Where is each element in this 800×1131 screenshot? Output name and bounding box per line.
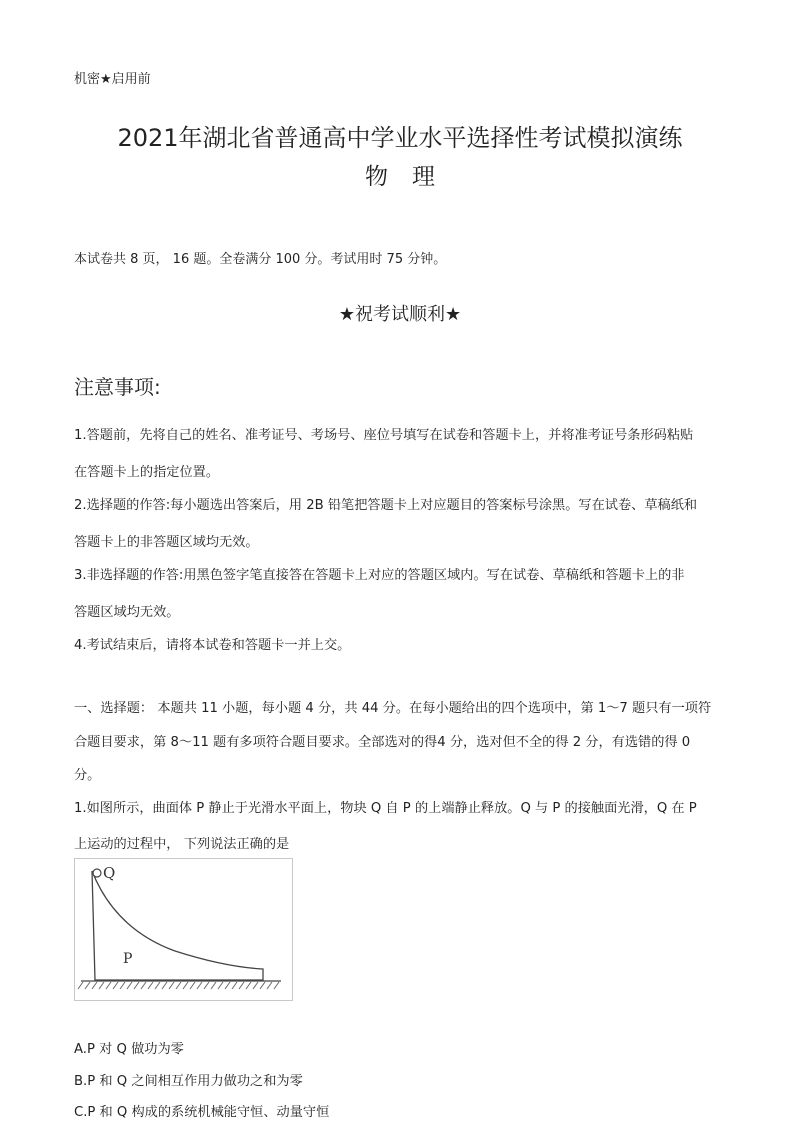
subject-title: 物理 — [365, 164, 459, 190]
exam-info: 本试卷共 8 页， 16 题。全卷满分 100 分。考试用时 75 分钟。 — [74, 252, 447, 267]
notice-line: 在答题卡上的指定位置。 — [74, 465, 220, 480]
curved-body-p — [92, 871, 263, 980]
figure-label-p: P — [123, 951, 133, 967]
section-instructions-line: 一、选择题： 本题共 11 小题，每小题 4 分，共 44 分。在每小题给出的四个选项中，第 1～7 题只有一项符 — [74, 701, 712, 716]
notice-heading: 注意事项: — [74, 375, 161, 399]
ground-hatching — [78, 982, 279, 989]
confidential-label: 机密★启用前 — [74, 72, 151, 87]
question-stem-line: 1.如图所示，曲面体 P 静止于光滑水平面上，物块 Q 自 P 的上端静止释放。Q 与 P 的接触面光滑，Q 在 P — [74, 801, 697, 816]
notice-line: 1.答题前，先将自己的姓名、准考证号、考场号、座位号填写在试卷和答题卡上，并将准考证号条形码粘贴 — [74, 428, 694, 443]
figure-label-q: Q — [103, 864, 116, 882]
section-instructions-line: 合题目要求，第 8～11 题有多项符合题目要求。全部选对的得4 分，选对但不全的得 2 分，有选错的得 0 — [74, 735, 691, 750]
question-stem-line: 上运动的过程中， 下列说法正确的是 — [74, 837, 290, 852]
notice-line: 答题区域均无效。 — [74, 605, 180, 620]
section-instructions-line: 分。 — [74, 768, 101, 783]
answer-option: B.P 和 Q 之间相互作用力做功之和为零 — [74, 1074, 303, 1089]
notice-line: 4.考试结束后，请将本试卷和答题卡一并上交。 — [74, 638, 351, 653]
good-luck-banner: ★祝考试顺利★ — [338, 304, 462, 325]
question-figure — [74, 858, 293, 1001]
notice-line: 2.选择题的作答:每小题选出答案后，用 2B 铅笔把答题卡上对应题目的答案标号涂黑。写在试卷、草稿纸和 — [74, 498, 698, 513]
notice-line: 3.非选择题的作答:用黑色签字笔直接答在答题卡上对应的答题区域内。写在试卷、草稿纸和答题卡上的非 — [74, 568, 685, 583]
answer-option: C.P 和 Q 构成的系统机械能守恒、动量守恒 — [74, 1105, 330, 1120]
answer-option: A.P 对 Q 做功为零 — [74, 1042, 184, 1057]
block-q — [93, 869, 101, 877]
exam-title: 2021年湖北省普通高中学业水平选择性考试模拟演练 — [117, 124, 683, 152]
notice-line: 答题卡上的非答题区域均无效。 — [74, 535, 259, 550]
curved-slope-diagram — [75, 859, 292, 1000]
